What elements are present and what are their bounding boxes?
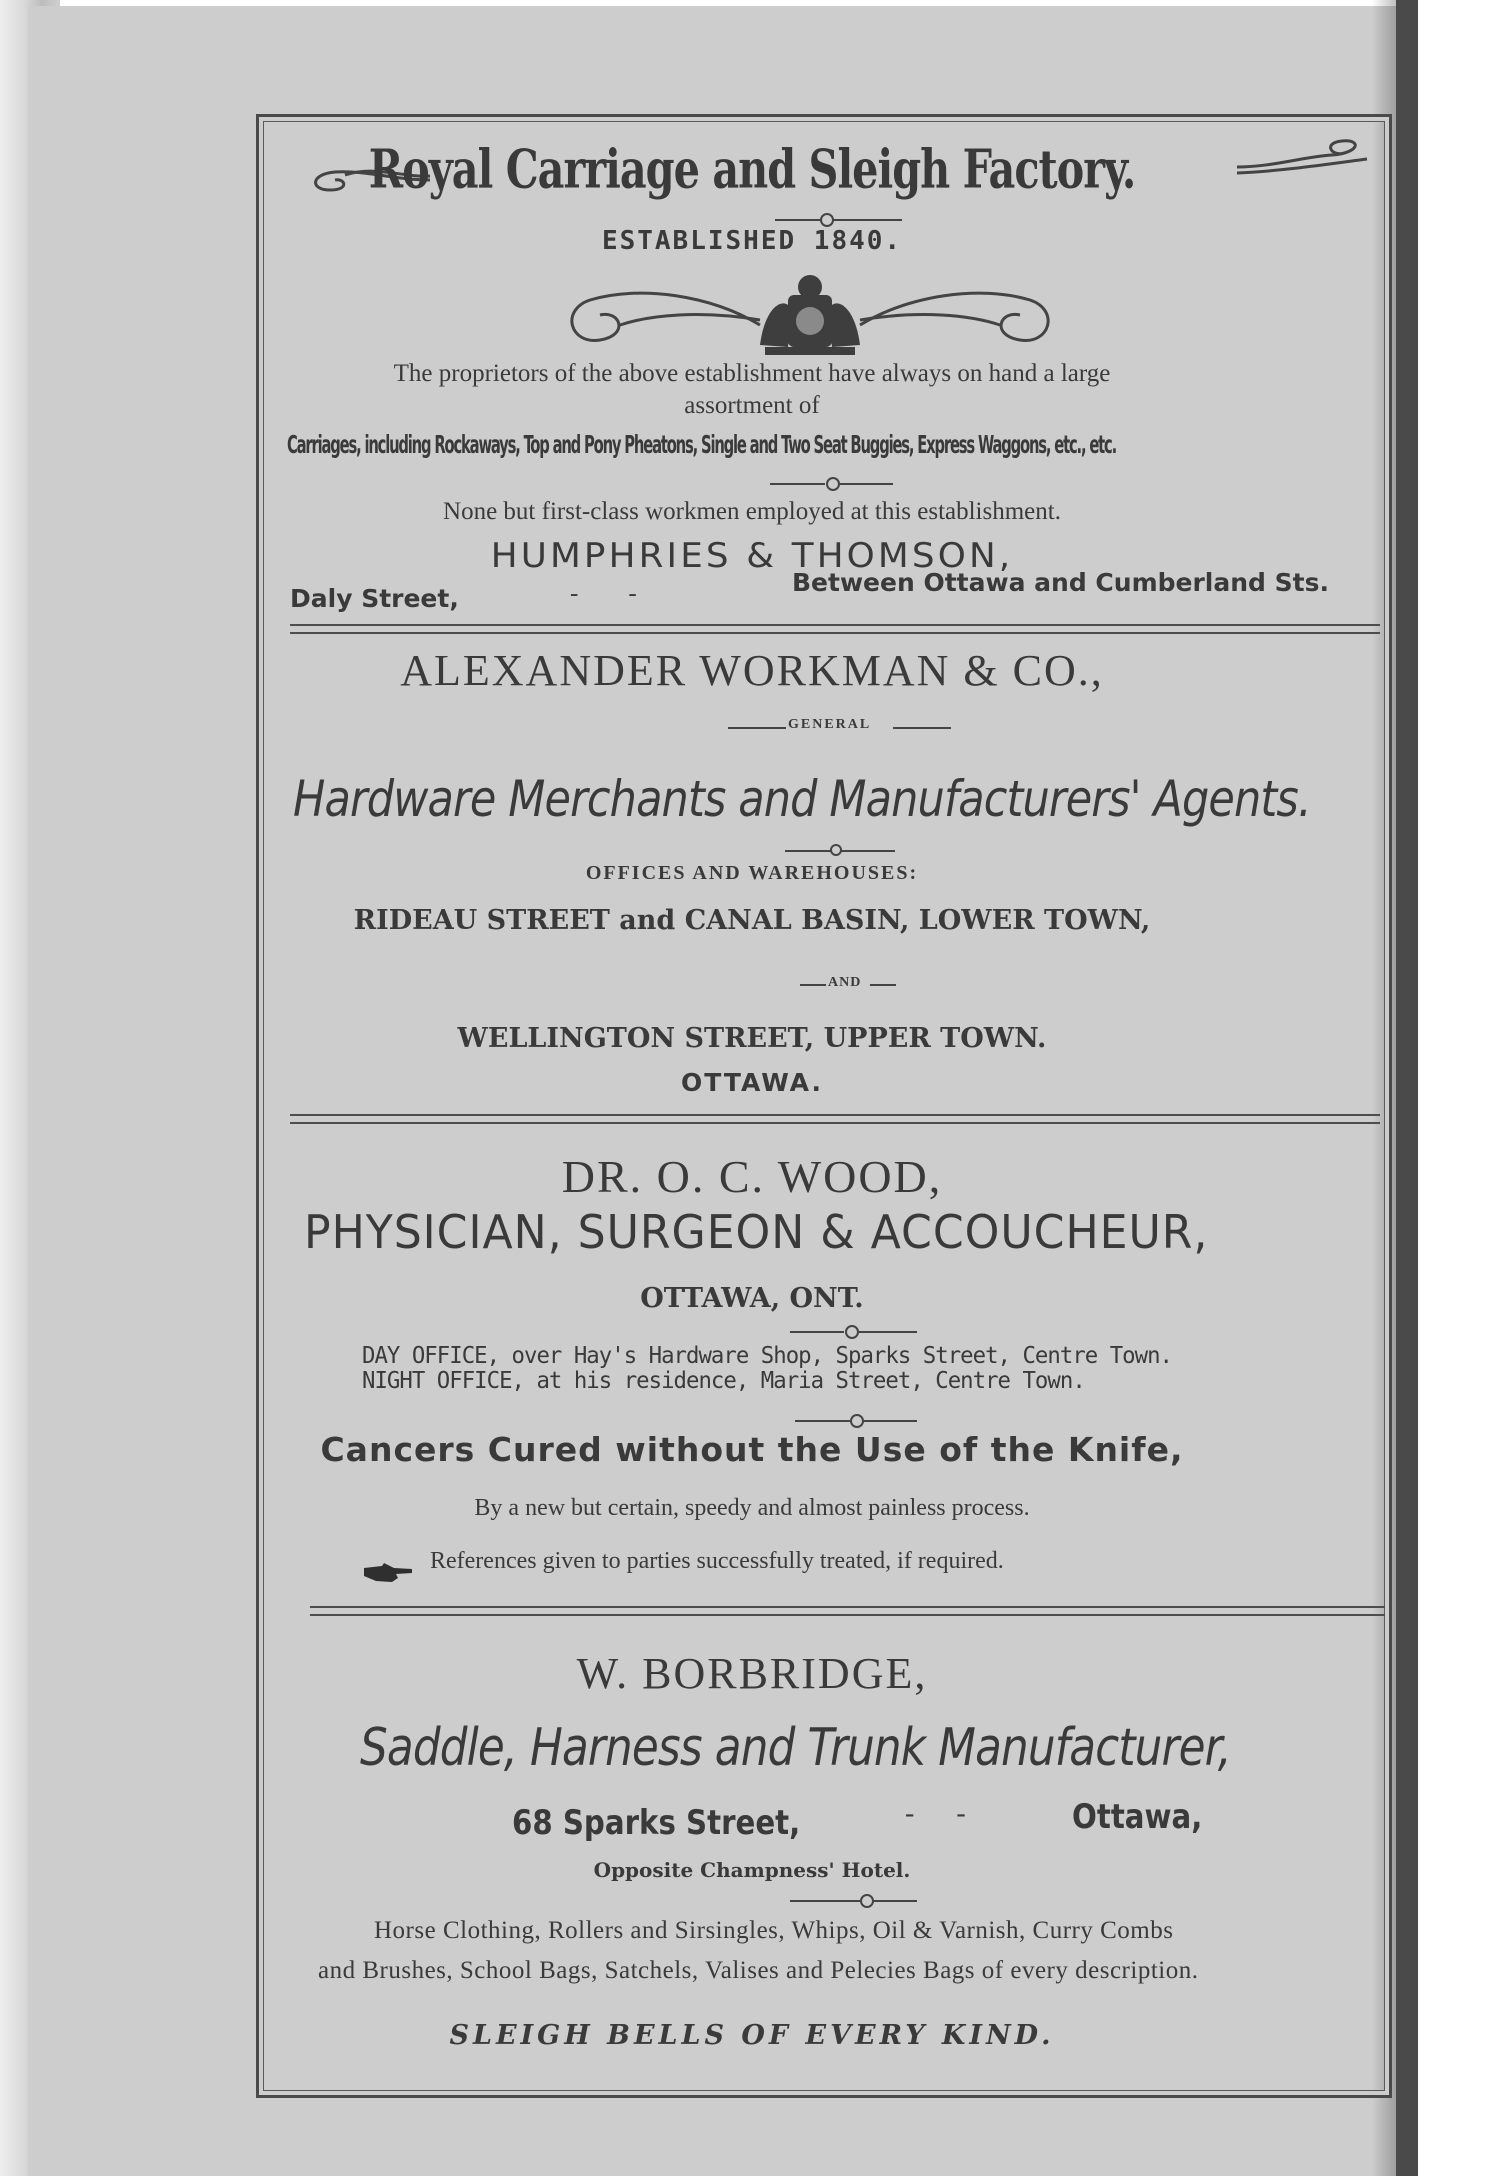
divider — [770, 483, 825, 485]
divider — [790, 1331, 844, 1333]
ad4-name: W. BORBRIDGE, — [576, 1649, 928, 1698]
ad4-city: Ottawa, — [1072, 1797, 1203, 1837]
divider — [832, 219, 902, 221]
ad-separator — [290, 624, 1380, 634]
ad1-line2: assortment of — [684, 392, 820, 419]
divider — [838, 483, 893, 485]
ad2-general: GENERAL — [788, 717, 872, 732]
ad2-and: AND — [828, 975, 862, 990]
divider — [728, 727, 786, 729]
ad1-street: Daly Street, — [290, 584, 459, 613]
ad2-address2: WELLINGTON STREET, UPPER TOWN. — [457, 1023, 1047, 1054]
right-flourish-icon — [1232, 135, 1372, 185]
ad4-trade: Saddle, Harness and Trunk Manufacturer, — [360, 1718, 1231, 1778]
ad2-name: ALEXANDER WORKMAN & CO., — [400, 646, 1104, 695]
divider — [870, 984, 896, 986]
ad1-line1: The proprietors of the above establishment have always on hand a large — [393, 360, 1111, 387]
ad2-trade: Hardware Merchants and Manufacturers' Agents. — [293, 770, 1311, 828]
ad3-title: PHYSICIAN, SURGEON & ACCOUCHEUR, — [304, 1205, 1209, 1259]
ad4-address: 68 Sparks Street, — [512, 1803, 801, 1843]
ad4-goods1: Horse Clothing, Rollers and Sirsingles, Whips, Oil & Varnish, Curry Combs — [374, 1917, 1174, 1944]
book-binding-edge — [1396, 0, 1418, 2176]
ad1-dashes: - - — [570, 580, 637, 607]
ad-separator — [310, 1606, 1385, 1616]
ad3-references: References given to parties successfully treated, if required. — [430, 1548, 1004, 1574]
divider — [800, 984, 826, 986]
divider-ornament-icon — [830, 844, 842, 856]
divider — [790, 1900, 860, 1902]
divider — [857, 1331, 917, 1333]
divider — [893, 727, 951, 729]
pointing-hand-icon — [362, 1562, 414, 1584]
ad1-established: ESTABLISHED 1840. — [601, 226, 903, 256]
ad4-dashes: - - — [905, 1798, 966, 1829]
ad-separator — [290, 1114, 1380, 1124]
ad1-line4: None but first-class workmen employed at this establishment. — [443, 498, 1061, 525]
ad3-process: By a new but certain, speedy and almost painless process. — [474, 1495, 1030, 1521]
ad3-city: OTTAWA, ONT. — [640, 1283, 864, 1314]
coat-of-arms-icon — [560, 265, 1060, 365]
ad2-address1: RIDEAU STREET and CANAL BASIN, LOWER TOWN, — [353, 905, 1151, 936]
ad4-goods2: and Brushes, School Bags, Satchels, Valises and Pelecies Bags of every description. — [318, 1957, 1199, 1984]
advertisement-border — [256, 114, 1392, 2098]
ad1-title: Royal Carriage and Sleigh Factory. — [368, 137, 1136, 201]
divider — [862, 1420, 917, 1422]
ad4-bells: SLEIGH BELLS OF EVERY KIND. — [449, 2020, 1055, 2051]
ad2-city: OTTAWA. — [681, 1068, 823, 1097]
ad4-opposite: Opposite Champness' Hotel. — [593, 1858, 911, 1882]
ad2-offices: OFFICES AND WAREHOUSES: — [585, 862, 919, 884]
ad3-night-office: NIGHT OFFICE, at his residence, Maria Street, Centre Town. — [362, 1368, 1085, 1394]
divider — [795, 1420, 850, 1422]
ad1-firm: HUMPHRIES & THOMSON, — [490, 536, 1014, 576]
ad1-between: Between Ottawa and Cumberland Sts. — [792, 568, 1329, 597]
ad3-day-office: DAY OFFICE, over Hay's Hardware Shop, Sparks Street, Centre Town. — [362, 1343, 1173, 1369]
divider — [872, 1900, 917, 1902]
ad3-cancers: Cancers Cured without the Use of the Knife, — [320, 1430, 1184, 1469]
ad3-name: DR. O. C. WOOD, — [561, 1151, 943, 1202]
ad1-line3: Carriages, including Rockaways, Top and Pony Pheatons, Single and Two Seat Buggies, Express Waggons, etc., etc. — [287, 430, 1117, 459]
